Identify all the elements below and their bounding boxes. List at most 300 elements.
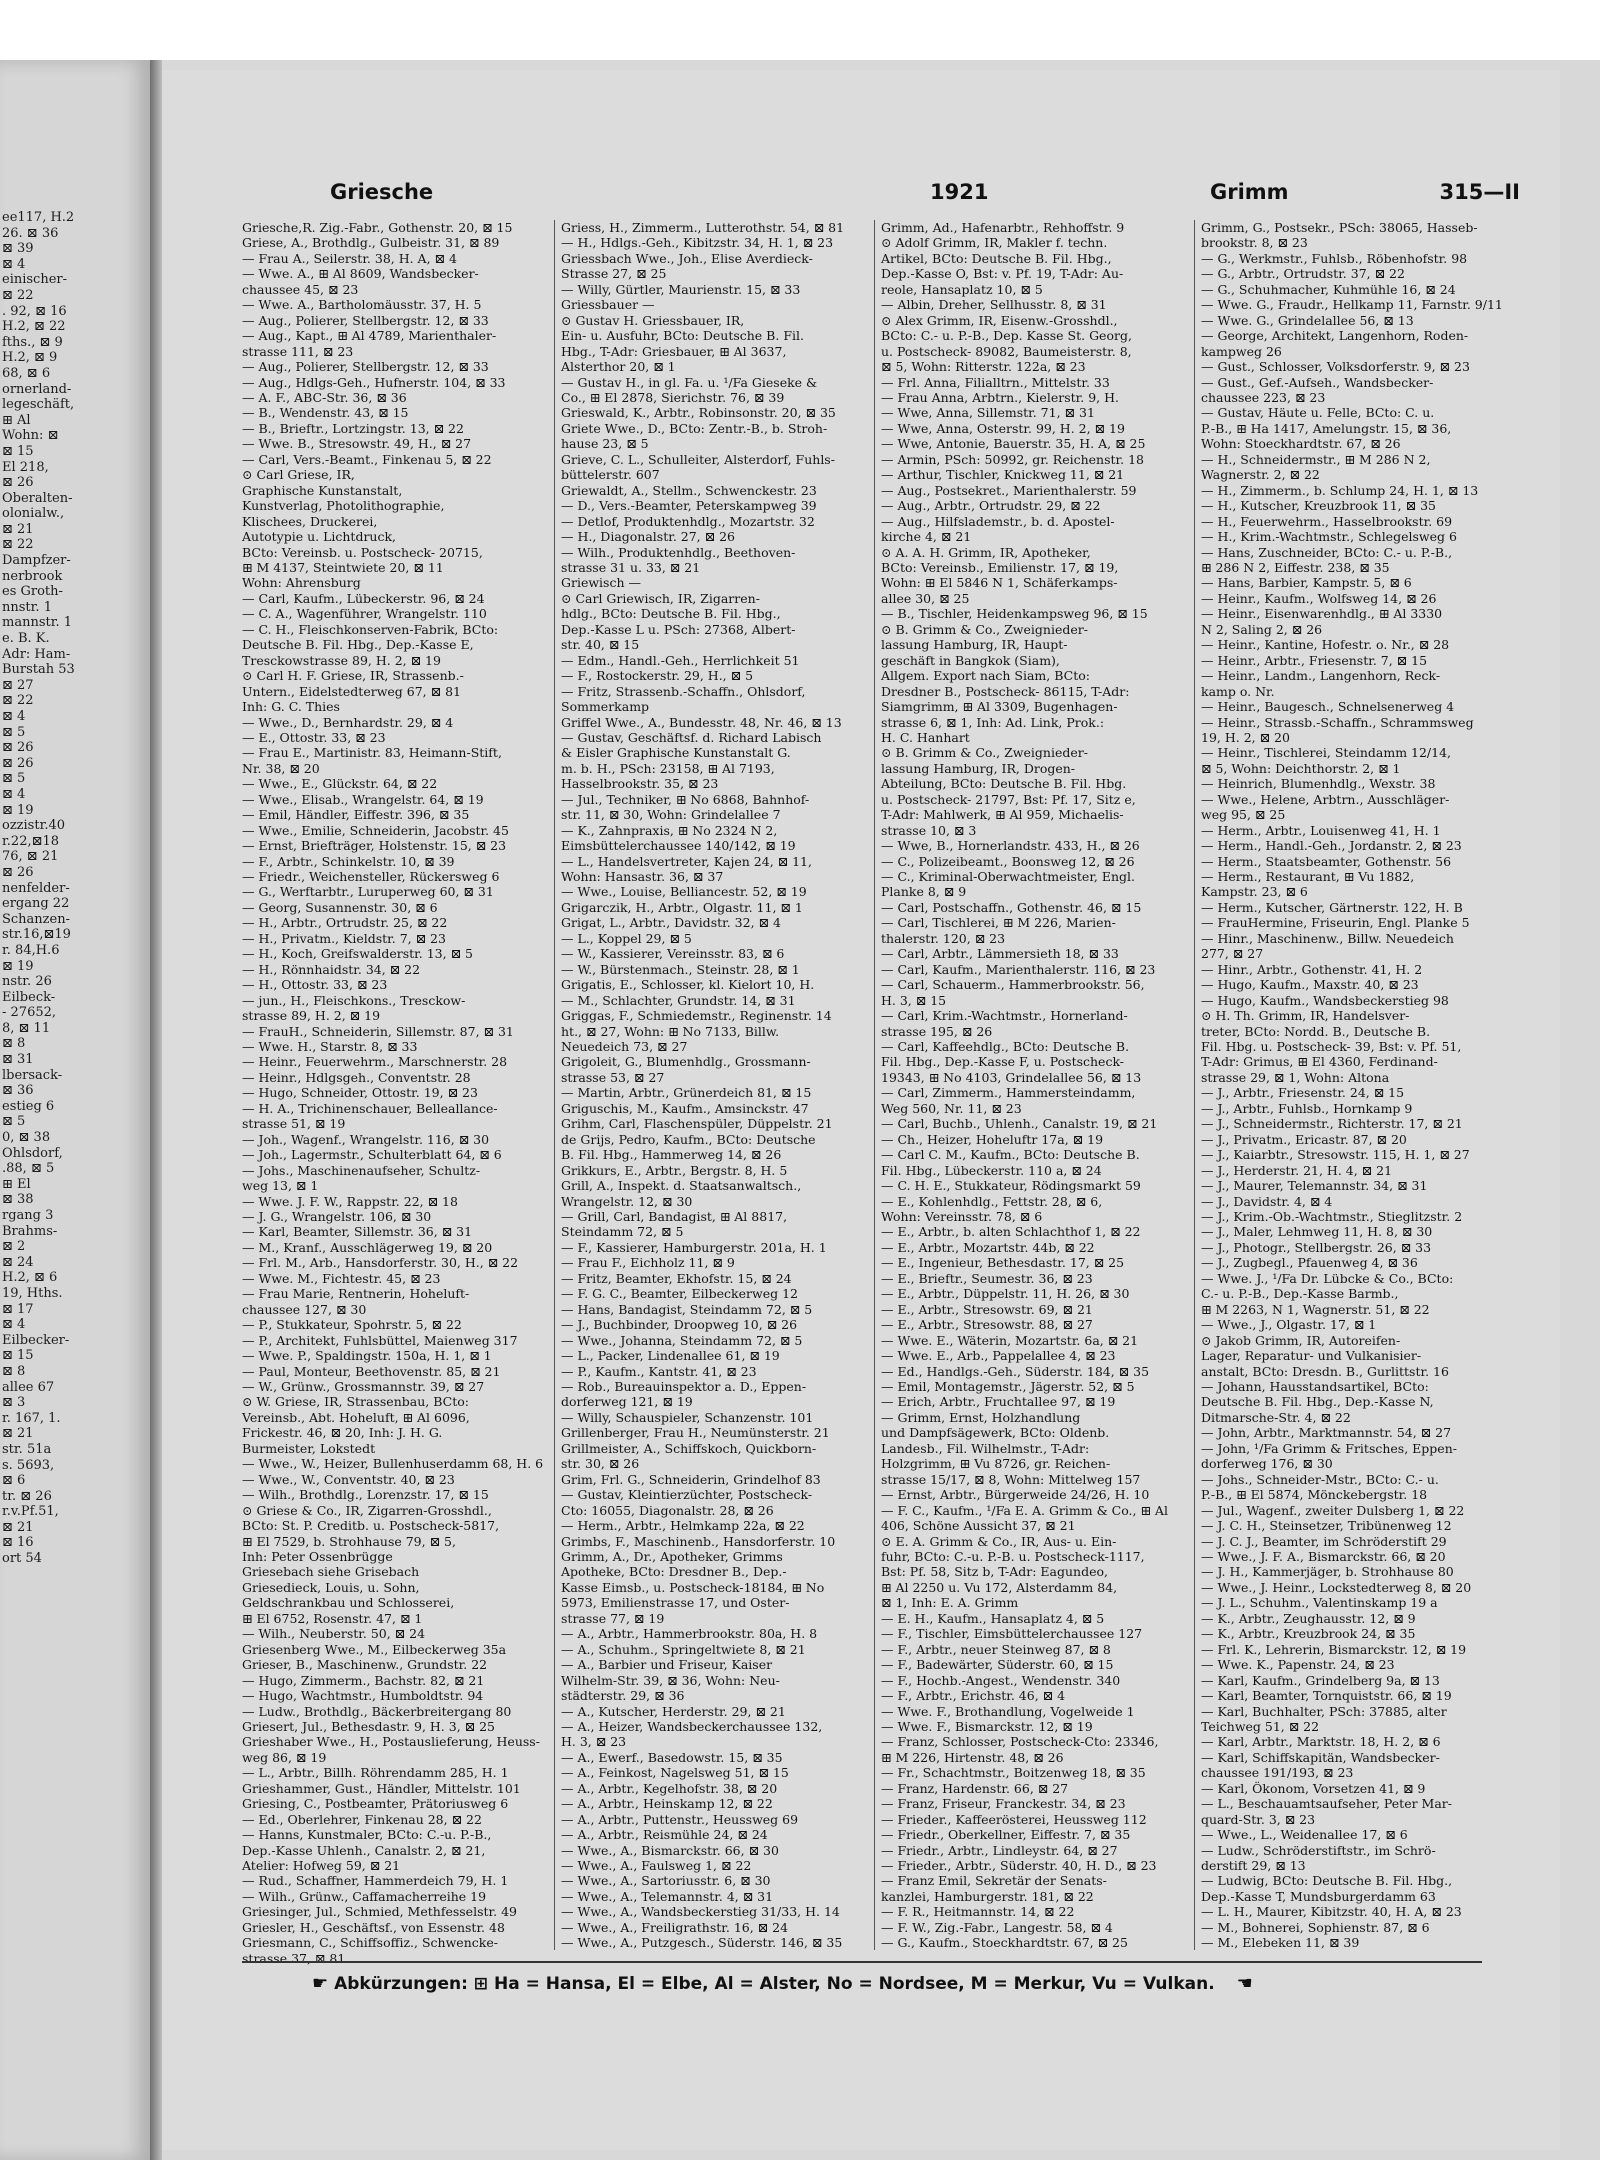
directory-entry: kamp o. Nr.: [1201, 683, 1275, 699]
directory-entry: Grim, Frl. G., Schneiderin, Grindelhof 83: [561, 1471, 821, 1487]
directory-entry: — C. H., Fleischkonserven-Fabrik, BCto:: [242, 621, 499, 637]
directory-entry: ⊙ Jakob Grimm, IR, Autoreifen-: [1201, 1332, 1401, 1348]
directory-entry: geschäft in Bangkok (Siam),: [881, 652, 1060, 668]
directory-entry: str. 11, ⊠ 30, Wohn: Grindelallee 7: [561, 807, 781, 823]
directory-entry: — Wilh., Grünw., Caffamacherreihe 19: [242, 1888, 487, 1904]
directory-entry: — H., Diagonalstr. 27, ⊠ 26: [561, 529, 735, 545]
directory-entry: Grillmeister, A., Schiffskoch, Quickborn-: [561, 1440, 817, 1456]
directory-entry: — Wwe. G., Fraudr., Hellkamp 11, Farnstr. 9/11: [1201, 297, 1503, 313]
directory-entry: — Wwe. G., Grindelallee 56, ⊠ 13: [1201, 312, 1414, 328]
directory-entry: — Ludw., Brothdlg., Bäckerbreitergang 80: [242, 1703, 512, 1719]
left-page-fragments: [0, 210, 150, 1567]
directory-entry: — Hinr., Maschinenw., Billw. Neuedeich: [1201, 930, 1454, 946]
directory-entry: ⊞ M 4137, Steintwiete 20, ⊠ 11: [242, 559, 444, 575]
directory-entry: — H., Kutscher, Kreuzbrook 11, ⊠ 35: [1201, 498, 1436, 514]
left-page-fragment: fths., ⊠ 9: [2, 334, 63, 350]
directory-entry: — J., Photogr., Stellbergstr. 26, ⊠ 33: [1201, 1239, 1432, 1255]
left-page-fragment: r.22,⊠18: [2, 833, 60, 849]
directory-entry: — C., Kriminal-Oberwachtmeister, Engl.: [881, 869, 1136, 885]
book-gutter: [150, 60, 162, 2160]
left-page-fragment: Wohn: ⊠: [2, 428, 59, 444]
directory-entry: Hbg., T-Adr: Griesbauer, ⊞ Al 3637,: [561, 343, 787, 359]
directory-entry: — A., Heizer, Wandsbeckerchaussee 132,: [561, 1718, 823, 1734]
directory-entry: Grihm, Carl, Flaschenspüler, Düppelstr. 21: [561, 1116, 833, 1132]
directory-entry: — J. G., Wrangelstr. 106, ⊠ 30: [242, 1209, 432, 1224]
directory-entry: — Wwe., A., Wandsbeckerstieg 31/33, H. 14: [561, 1904, 840, 1920]
left-page-fragment: ort 54: [2, 1551, 42, 1567]
pointing-hand-icon: ☚: [1236, 1973, 1253, 1994]
directory-entry: — Hanns, Kunstmaler, BCto: C.-u. P.-B.,: [242, 1827, 492, 1843]
directory-entry: — H., Ottostr. 33, ⊠ 23: [242, 977, 388, 993]
directory-entry: — Wwe. J., ¹/Fa Dr. Lübcke & Co., BCto:: [1201, 1270, 1454, 1286]
directory-entry: Wohn: Hansastr. 36, ⊠ 37: [561, 869, 724, 885]
directory-entry: — Wwe., L., Weidenallee 17, ⊠ 6: [1201, 1827, 1408, 1843]
directory-entry: ⊙ Alex Grimm, IR, Eisenw.-Grosshdl.,: [881, 312, 1118, 328]
directory-entry: — Gustav, Geschäftsf. d. Richard Labisch: [561, 729, 822, 745]
directory-entry: Strasse 27, ⊠ 25: [561, 266, 667, 282]
directory-entry: Grigat, L., Arbtr., Davidstr. 32, ⊠ 4: [561, 915, 781, 931]
directory-entry: — Paul, Monteur, Beethovenstr. 85, ⊠ 21: [242, 1363, 501, 1379]
directory-entry: — Gustav, Häute u. Felle, BCto: C. u.: [1201, 405, 1435, 421]
directory-entry: Nr. 38, ⊠ 20: [242, 760, 320, 776]
directory-entry: — P., Architekt, Fuhlsbüttel, Maienweg 317: [242, 1332, 518, 1348]
directory-entry: Grieswald, K., Arbtr., Robinsonstr. 20, ⊠ 35: [561, 405, 836, 421]
directory-entry: — Wwe. A., Bartholomäusstr. 37, H. 5: [242, 297, 482, 313]
directory-entry: — Franz Emil, Sekretär der Senats-: [881, 1873, 1107, 1889]
directory-entry: Griesche,R. Zig.-Fabr., Gothenstr. 20, ⊠ 15: [242, 220, 513, 235]
directory-entry: — John, ¹/Fa Grimm & Fritsches, Eppen-: [1201, 1440, 1457, 1456]
directory-entry: — H., Rönnhaidstr. 34, ⊠ 22: [242, 961, 421, 977]
directory-entry: — F., Kassierer, Hamburgerstr. 201a, H. 1: [561, 1239, 827, 1255]
directory-entry: dorferweg 121, ⊠ 19: [561, 1394, 693, 1410]
directory-entry: — E., Arbtr., Mozartstr. 44b, ⊠ 22: [881, 1239, 1095, 1255]
directory-entry: — A., Ewerf., Basedowstr. 15, ⊠ 35: [561, 1749, 783, 1765]
directory-entry: Griess, H., Zimmerm., Lutterothstr. 54, ⊠ 81: [561, 220, 845, 235]
directory-entry: Sommerkamp: [561, 699, 650, 715]
directory-entry: — Herm., Handl.-Geh., Jordanstr. 2, ⊠ 23: [1201, 838, 1462, 854]
directory-entry: Lager, Reparatur- und Vulkanisier-: [1201, 1348, 1422, 1364]
directory-entry: — Fritz, Beamter, Ekhofstr. 15, ⊠ 24: [561, 1270, 792, 1286]
directory-entry: — M., Elebeken 11, ⊠ 39: [1201, 1935, 1360, 1951]
left-page-fragment: es Groth-: [2, 584, 63, 600]
directory-entry: — F., Arbtr., Erichstr. 46, ⊠ 4: [881, 1688, 1066, 1704]
directory-entry: — John, Arbtr., Marktmannstr. 54, ⊠ 27: [1201, 1425, 1452, 1441]
directory-entry: — J., Maler, Lehmweg 11, H. 8, ⊠ 30: [1201, 1224, 1433, 1240]
directory-entry: ⊙ A. A. H. Grimm, IR, Apotheker,: [881, 544, 1091, 560]
directory-entry: — George, Architekt, Langenhorn, Roden-: [1201, 328, 1469, 344]
directory-entry: Griesinger, Jul., Schmied, Methfesselstr. 49: [242, 1904, 517, 1920]
directory-entry: Dep.-Kasse O, Bst: v. Pf. 19, T-Adr: Au-: [881, 266, 1124, 282]
directory-entry: — Ernst, Briefträger, Holstenstr. 15, ⊠ 23: [242, 838, 507, 854]
left-page-fragment: ⊠ 31: [2, 1052, 34, 1068]
directory-column-2: [554, 220, 867, 1950]
directory-entry: — Fr., Schachtmstr., Boitzenweg 18, ⊠ 35: [881, 1765, 1146, 1781]
directory-entry: — J., Maurer, Telemannstr. 34, ⊠ 31: [1201, 1178, 1428, 1194]
directory-entry: — J., Davidstr. 4, ⊠ 4: [1201, 1193, 1333, 1209]
left-page-fragment: nstr. 26: [2, 974, 52, 990]
left-page-fragment: nnstr. 1: [2, 599, 52, 615]
directory-entry: — Hugo, Kaufm., Maxstr. 40, ⊠ 23: [1201, 977, 1419, 993]
directory-entry: ⊙ Adolf Grimm, IR, Makler f. techn.: [881, 235, 1108, 251]
directory-entry: C.- u. P.-B., Dep.-Kasse Barmb.,: [1201, 1286, 1399, 1302]
directory-entry: — Armin, PSch: 50992, gr. Reichenstr. 18: [881, 451, 1144, 467]
directory-entry: — A., Schuhm., Springeltwiete 8, ⊠ 21: [561, 1641, 806, 1657]
left-page-fragment: ⊠ 19: [2, 958, 34, 974]
directory-entry: — E. H., Kaufm., Hansaplatz 4, ⊠ 5: [881, 1610, 1105, 1626]
directory-entry: Fil. Hbg., Lübeckerstr. 110 a, ⊠ 24: [881, 1162, 1102, 1178]
directory-entry: — Frau Anna, Arbtrn., Kielerstr. 9, H.: [881, 389, 1119, 405]
directory-entry: Allgem. Export nach Siam, BCto:: [881, 668, 1090, 684]
directory-entry: — Wwe. M., Fichtestr. 45, ⊠ 23: [242, 1270, 441, 1286]
directory-entry: — A., Arbtr., Kegelhofstr. 38, ⊠ 20: [561, 1780, 778, 1796]
left-page-fragment: ⊠ 15: [2, 443, 34, 459]
directory-entry: — H., Hdlgs.-Geh., Kibitzstr. 34, H. 1, ⊠ 23: [561, 235, 834, 251]
directory-entry: Weg 560, Nr. 11, ⊠ 23: [881, 1100, 1022, 1116]
directory-entry: Dep.-Kasse T, Mundsburgerdamm 63: [1201, 1888, 1436, 1904]
directory-entry: ⊙ B. Grimm & Co., Zweignieder-: [881, 745, 1088, 761]
directory-column-4: [1194, 220, 1501, 1950]
left-page-fragment: ⊞ El: [2, 1176, 31, 1192]
directory-entry: str. 30, ⊠ 26: [561, 1456, 640, 1472]
directory-entry: Grimbs, F., Maschinenb., Hansdorferstr. 10: [561, 1533, 836, 1549]
directory-entry: weg 86, ⊠ 19: [242, 1749, 327, 1765]
directory-entry: — L., Handelsvertreter, Kajen 24, ⊠ 11,: [561, 853, 812, 869]
directory-entry: thalerstr. 120, ⊠ 23: [881, 930, 1006, 946]
directory-entry: Autotypie u. Lichtdruck,: [242, 529, 397, 545]
directory-entry: ⊠ 1, Inh: E. A. Grimm: [881, 1595, 1019, 1611]
left-page-fragment: estieg 6: [2, 1098, 55, 1114]
header-first-entry-word: Griesche: [330, 180, 434, 204]
directory-entry: — Aug., Kapt., ⊞ Al 4789, Marienthaler-: [242, 328, 497, 344]
directory-entry: — Jul., Wagenf., zweiter Dulsberg 1, ⊠ 22: [1201, 1502, 1465, 1518]
directory-entry: — F., Badewärter, Süderstr. 60, ⊠ 15: [881, 1657, 1114, 1673]
page-header: [250, 180, 1560, 210]
directory-entry: — J., Herderstr. 21, H. 4, ⊠ 21: [1201, 1162, 1393, 1178]
directory-entry: — Jul., Techniker, ⊞ No 6868, Bahnhof-: [561, 791, 810, 807]
directory-entry: H. 3, ⊠ 23: [561, 1734, 627, 1750]
directory-entry: — J., Zugbegl., Pfauenweg 4, ⊠ 36: [1201, 1255, 1418, 1271]
left-page-fragment: Dampfzer-: [2, 553, 71, 569]
directory-entry: — A., Arbtr., Hammerbrookstr. 80a, H. 8: [561, 1626, 818, 1642]
directory-entry: strasse 53, ⊠ 27: [561, 1069, 665, 1085]
directory-entry: u. Postscheck- 89082, Baumeisterstr. 8,: [881, 343, 1132, 359]
left-page-fragment: 8, ⊠ 11: [2, 1020, 51, 1036]
left-page-fragment: ozzistr.40: [2, 818, 66, 834]
left-page-fragment: ⊠ 8: [2, 1036, 26, 1052]
directory-entry: — Joh., Lagermstr., Schulterblatt 64, ⊠ 6: [242, 1147, 502, 1163]
directory-entry: — Carl, Kaufm., Lübeckerstr. 96, ⊠ 24: [242, 590, 485, 606]
left-page-fragment: str.16,⊠19: [2, 927, 71, 943]
directory-entry: — J. H., Kammerjäger, b. Strohhause 80: [1201, 1564, 1454, 1580]
directory-entry: Kampstr. 23, ⊠ 6: [1201, 884, 1308, 900]
directory-entry: — Heinrich, Blumenhdlg., Wexstr. 38: [1201, 776, 1436, 792]
left-page-fragment: Eilbecker-: [2, 1332, 70, 1348]
directory-entry: — Wwe., Elisab., Wrangelstr. 64, ⊠ 19: [242, 791, 484, 807]
directory-entry: reole, Hansaplatz 10, ⊠ 5: [881, 281, 1043, 297]
directory-entry: — G., Schuhmacher, Kuhmühle 16, ⊠ 24: [1201, 281, 1456, 297]
directory-entry: N 2, Saling 2, ⊠ 26: [1201, 621, 1323, 637]
directory-entry: — Wwe. F., Bismarckstr. 12, ⊠ 19: [881, 1718, 1093, 1734]
directory-entry: Klischees, Druckerei,: [242, 513, 378, 529]
directory-entry: — E., Brieftr., Seumestr. 36, ⊠ 23: [881, 1270, 1093, 1286]
directory-entry: — Detlof, Produktenhdlg., Mozartstr. 32: [561, 513, 815, 529]
left-page-fragment: Burstah 53: [2, 662, 75, 678]
directory-entry: — H. A., Trichinenschauer, Belleallance-: [242, 1100, 498, 1116]
directory-entry: Kasse Eimsb., u. Postscheck-18184, ⊞ No: [561, 1579, 825, 1595]
directory-entry: — Heinr., Feuerwehrm., Marschnerstr. 28: [242, 1054, 508, 1070]
directory-entry: — Carl, Postschaffn., Gothenstr. 46, ⊠ 15: [881, 899, 1142, 915]
directory-entry: Ein- u. Ausfuhr, BCto: Deutsche B. Fil.: [561, 328, 804, 344]
directory-entry: Grimm, Ad., Hafenarbtr., Rehhoffstr. 9: [881, 220, 1125, 235]
directory-entry: — E., Arbtr., Stresowstr. 69, ⊠ 21: [881, 1301, 1093, 1317]
directory-entry: — FrauH., Schneiderin, Sillemstr. 87, ⊠ 31: [242, 1023, 514, 1039]
left-page-fragment: Brahms-: [2, 1223, 58, 1239]
directory-entry: — Karl, Buchhalter, PSch: 37885, alter: [1201, 1703, 1447, 1719]
directory-entry: — Wwe, Anna, Osterstr. 99, H. 2, ⊠ 19: [881, 420, 1125, 436]
directory-entry: — F., Arbtr., Schinkelstr. 10, ⊠ 39: [242, 853, 455, 869]
directory-entry: — H., Koch, Greifswalderstr. 13, ⊠ 5: [242, 946, 473, 962]
directory-entry: chaussee 127, ⊠ 30: [242, 1301, 367, 1317]
directory-entry: 19343, ⊞ No 4103, Grindelallee 56, ⊠ 13: [881, 1069, 1142, 1085]
directory-entry: — Wwe., Louise, Belliancestr. 52, ⊠ 19: [561, 884, 807, 900]
directory-entry: — W., Kassierer, Vereinsstr. 83, ⊠ 6: [561, 946, 785, 962]
directory-entry: — Fritz, Strassenb.-Schaffn., Ohlsdorf,: [561, 683, 806, 699]
directory-entry: — Heinr., Strassb.-Schaffn., Schrammsweg: [1201, 714, 1474, 730]
left-page-fragment: ⊠ 5: [2, 771, 26, 787]
left-page-fragment: nerbrook: [2, 568, 63, 584]
directory-entry: Fil. Hbg. u. Postscheck- 39, Bst: v. Pf. 51,: [1201, 1039, 1462, 1055]
directory-entry: Grimm, G., Postsekr., PSch: 38065, Hasseb-: [1201, 220, 1478, 235]
directory-entry: lassung Hamburg, IR, Haupt-: [881, 637, 1068, 653]
directory-entry: — Carl, Tischlerei, ⊞ M 226, Marien-: [881, 915, 1116, 931]
directory-entry: — jun., H., Fleischkons., Tresckow-: [242, 992, 466, 1008]
left-page-fragment: nenfelder-: [2, 880, 70, 896]
directory-entry: — Aug., Postsekret., Marienthalerstr. 59: [881, 482, 1137, 498]
directory-entry: — G., Arbtr., Ortrudstr. 37, ⊠ 22: [1201, 266, 1405, 282]
directory-entry: — Edm., Handl.-Geh., Herrlichkeit 51: [561, 652, 800, 668]
left-page-fragment: ⊠ 19: [2, 802, 34, 818]
directory-entry: Grillenberger, Frau H., Neumünsterstr. 21: [561, 1425, 830, 1441]
directory-entry: — Wwe., W., Heizer, Bullenhuserdamm 68, H. 6: [242, 1456, 544, 1472]
directory-entry: — Gustav H., in gl. Fa. u. ¹/Fa Gieseke &: [561, 374, 818, 390]
left-page-fragment: ⊠ 26: [2, 475, 34, 491]
directory-entry: — Frl. M., Arb., Hansdorferstr. 30, H., ⊠ 22: [242, 1255, 519, 1271]
directory-entry: — B., Tischler, Heidenkampsweg 96, ⊠ 15: [881, 606, 1148, 622]
directory-entry: — Erich, Arbtr., Fruchtallee 97, ⊠ 19: [881, 1394, 1116, 1410]
directory-entry: — Johs., Maschinenaufseher, Schultz-: [242, 1162, 481, 1178]
directory-entry: — Heinr., Tischlerei, Steindamm 12/14,: [1201, 745, 1452, 761]
left-page-edge: [0, 60, 153, 2160]
directory-entry: Siamgrimm, ⊞ Al 3309, Bugenhagen-: [881, 699, 1118, 715]
left-page-fragment: H.2, ⊠ 9: [2, 350, 58, 366]
directory-column-3: [874, 220, 1187, 1950]
left-page-fragment: ⊠ 27: [2, 677, 34, 693]
directory-entry: ⊙ E. A. Grimm & Co., IR, Aus- u. Ein-: [881, 1533, 1117, 1549]
directory-entry: — Frl. Anna, Filialltrn., Mittelstr. 33: [881, 374, 1110, 390]
directory-entry: weg 13, ⊠ 1: [242, 1178, 319, 1194]
directory-entry: BCto: Vereinsb. u. Postscheck- 20715,: [242, 544, 483, 560]
directory-entry: — Ernst, Arbtr., Bürgerweide 24/26, H. 10: [881, 1487, 1150, 1503]
directory-entry: — Frl. K., Lehrerin, Bismarckstr. 12, ⊠ 19: [1201, 1641, 1467, 1657]
directory-entry: 406, Schöne Aussicht 37, ⊠ 21: [881, 1518, 1076, 1534]
directory-entry: Fil. Hbg., Dep.-Kasse F, u. Postscheck-: [881, 1054, 1125, 1070]
left-page-fragment: ⊠ 24: [2, 1254, 34, 1270]
directory-entry: — Rud., Schaffner, Hammerdeich 79, H. 1: [242, 1873, 509, 1889]
directory-entry: chaussee 223, ⊠ 23: [1201, 389, 1326, 405]
directory-entry: — J., Schneidermstr., Richterstr. 17, ⊠ 21: [1201, 1116, 1463, 1132]
left-page-fragment: Schanzen-: [2, 911, 70, 927]
left-page-fragment: ⊠ 5: [2, 724, 26, 740]
directory-entry: ⊠ 5, Wohn: Deichthorstr. 2, ⊠ 1: [1201, 760, 1401, 776]
directory-entry: H. C. Hanhart: [881, 729, 970, 745]
directory-entry: Tresckowstrasse 89, H. 2, ⊠ 19: [242, 652, 441, 668]
directory-entry: — Carl, Vers.-Beamt., Finkenau 5, ⊠ 22: [242, 451, 492, 467]
directory-entry: Steindamm 72, ⊠ 5: [561, 1224, 684, 1240]
directory-entry: — Hugo, Wachtmstr., Humboldtstr. 94: [242, 1688, 484, 1704]
directory-entry: — Wwe., J., Olgastr. 17, ⊠ 1: [1201, 1317, 1377, 1333]
directory-entry: hdlg., BCto: Deutsche B. Fil. Hbg.,: [561, 606, 781, 622]
directory-entry: — Karl, Arbtr., Marktstr. 18, H. 2, ⊠ 6: [1201, 1734, 1441, 1750]
directory-entry: — L., Arbtr., Billh. Röhrendamm 285, H. 1: [242, 1765, 509, 1781]
left-page-fragment: ⊠ 26: [2, 864, 34, 880]
directory-entry: — Wwe. E., Arb., Pappelallee 4, ⊠ 23: [881, 1348, 1116, 1364]
left-page-fragment: H.2, ⊠ 22: [2, 319, 66, 335]
directory-entry: — G., Kaufm., Stoeckhardtstr. 67, ⊠ 25: [881, 1935, 1128, 1951]
left-page-fragment: - 27652,: [2, 1005, 57, 1021]
directory-entry: Grieshammer, Gust., Händler, Mittelstr. 101: [242, 1780, 521, 1796]
directory-entry: — A., Arbtr., Reismühle 24, ⊠ 24: [561, 1827, 768, 1843]
directory-entry: — Frau A., Seilerstr. 38, H. A, ⊠ 4: [242, 250, 457, 266]
directory-entry: — H., Privatm., Kieldstr. 7, ⊠ 23: [242, 930, 446, 946]
directory-entry: strasse 111, ⊠ 23: [242, 343, 354, 359]
directory-entry: — K., Zahnpraxis, ⊞ No 2324 N 2,: [561, 822, 778, 838]
left-page-fragment: ⊠ 17: [2, 1301, 34, 1317]
left-page-fragment: ⊠ 22: [2, 537, 34, 553]
left-page-fragment: ⊠ 22: [2, 693, 34, 709]
directory-entry: — Carl, Arbtr., Lämmersieth 18, ⊠ 33: [881, 946, 1119, 962]
directory-entry: — K., Arbtr., Zeughausstr. 12, ⊠ 9: [1201, 1610, 1416, 1626]
directory-entry: — Georg, Susannenstr. 30, ⊠ 6: [242, 899, 438, 915]
directory-page: [162, 70, 1560, 2150]
directory-entry: strasse 29, ⊠ 1, Wohn: Altona: [1201, 1069, 1390, 1085]
directory-entry: P.-B., ⊞ Ha 1417, Amelungstr. 15, ⊠ 36,: [1201, 420, 1452, 436]
left-page-fragment: ⊠ 16: [2, 1535, 34, 1551]
directory-entry: — J., Buchbinder, Droopweg 10, ⊠ 26: [561, 1317, 798, 1333]
left-page-fragment: einischer-: [2, 272, 68, 288]
directory-entry: — C. H. E., Stukkateur, Rödingsmarkt 59: [881, 1178, 1141, 1194]
directory-entry: ht., ⊠ 27, Wohn: ⊞ No 7133, Billw.: [561, 1023, 780, 1039]
left-page-fragment: ⊠ 2: [2, 1239, 26, 1255]
directory-entry: m. b. H., PSch: 23158, ⊞ Al 7193,: [561, 760, 775, 776]
directory-entry: — Carl, Zimmerm., Hammersteindamm,: [881, 1085, 1136, 1101]
abbreviations-footer: [312, 1973, 1462, 2003]
left-page-fragment: ⊠ 21: [2, 521, 34, 537]
directory-entry: BCto: St. P. Creditb. u. Postscheck-5817,: [242, 1518, 500, 1534]
directory-entry: — E., Arbtr., Düppelstr. 11, H. 26, ⊠ 30: [881, 1286, 1130, 1302]
left-page-fragment: r. 84,H.6: [2, 942, 60, 958]
directory-entry: Bst: Pf. 58, Sitz b, T-Adr: Eagundeo,: [881, 1564, 1109, 1580]
directory-entry: — A., Feinkost, Nagelsweg 51, ⊠ 15: [561, 1765, 789, 1781]
directory-entry: — Wwe. J. F. W., Rappstr. 22, ⊠ 18: [242, 1193, 458, 1209]
directory-entry: — J., Arbtr., Fuhlsb., Hornkamp 9: [1201, 1100, 1413, 1116]
directory-entry: Wohn: Ahrensburg: [242, 575, 361, 591]
directory-entry: — Wwe, Antonie, Bauerstr. 35, H. A, ⊠ 25: [881, 436, 1146, 452]
directory-entry: ⊙ B. Grimm & Co., Zweignieder-: [881, 621, 1088, 637]
directory-entry: — Ed., Handlgs.-Geh., Süderstr. 184, ⊠ 35: [881, 1363, 1150, 1379]
directory-entry: Abteilung, BCto: Deutsche B. Fil. Hbg.: [881, 776, 1127, 792]
directory-entry: Griguschis, M., Kaufm., Amsinckstr. 47: [561, 1100, 809, 1116]
directory-entry: — Hans, Barbier, Kampstr. 5, ⊠ 6: [1201, 575, 1412, 591]
left-page-fragment: 76, ⊠ 21: [2, 849, 59, 865]
directory-entry: ⊞ M 226, Hirtenstr. 48, ⊠ 26: [881, 1749, 1064, 1765]
directory-entry: quard-Str. 3, ⊠ 23: [1201, 1811, 1316, 1827]
left-page-fragment: ⊠ 26: [2, 740, 34, 756]
directory-entry: — Wwe. P., Spaldingstr. 150a, H. 1, ⊠ 1: [242, 1348, 492, 1364]
directory-entry: strasse 15/17, ⊠ 8, Wohn: Mittelweg 157: [881, 1471, 1141, 1487]
directory-entry: B. Fil. Hbg., Hammerweg 14, ⊠ 26: [561, 1147, 782, 1163]
directory-entry: — A., Arbtr., Puttenstr., Heussweg 69: [561, 1811, 799, 1827]
directory-entry: — Franz, Schlosser, Postscheck-Cto: 23346,: [881, 1734, 1159, 1750]
directory-entry: — Aug., Hilfslademstr., b. d. Apostel-: [881, 513, 1115, 529]
directory-entry: — J., Kaiarbtr., Stresowstr. 115, H. 1, ⊠ 27: [1201, 1147, 1470, 1163]
directory-entry: — Aug., Polierer, Stellbergstr. 12, ⊠ 33: [242, 312, 489, 328]
directory-entry: Dep.-Kasse Uhlenh., Canalstr. 2, ⊠ 21,: [242, 1842, 486, 1858]
directory-entry: — P., Kaufm., Kantstr. 41, ⊠ 23: [561, 1363, 757, 1379]
directory-entry: — H., Arbtr., Ortrudstr. 25, ⊠ 22: [242, 915, 448, 931]
directory-entry: — F. G. C., Beamter, Eilbeckerweg 12: [561, 1286, 798, 1302]
directory-entry: — Ludwig, BCto: Deutsche B. Fil. Hbg.,: [1201, 1873, 1453, 1889]
directory-entry: T-Adr: Mahlwerk, ⊞ Al 959, Michaelis-: [881, 807, 1124, 823]
directory-entry: — P., Stukkateur, Spohrstr. 5, ⊠ 22: [242, 1317, 462, 1333]
directory-entry: Dresdner B., Postscheck- 86115, T-Adr:: [881, 683, 1130, 699]
directory-entry: strasse 37, ⊠ 81: [242, 1950, 346, 1966]
directory-entry: Grimm, A., Dr., Apotheker, Grimms: [561, 1548, 783, 1564]
directory-entry: — Karl, Kaufm., Grindelberg 9a, ⊠ 13: [1201, 1672, 1440, 1688]
directory-entry: — Franz, Friseur, Franckestr. 34, ⊠ 23: [881, 1796, 1126, 1812]
left-page-fragment: ornerland-: [2, 381, 72, 397]
directory-entry: Untern., Eidelstedterweg 67, ⊠ 81: [242, 683, 461, 699]
directory-entry: Griesing, C., Postbeamter, Prätoriusweg 6: [242, 1796, 509, 1812]
directory-entry: — Herm., Restaurant, ⊞ Vu 1882,: [1201, 869, 1415, 885]
directory-entry: — H., Zimmerm., b. Schlump 24, H. 1, ⊠ 13: [1201, 482, 1479, 498]
directory-entry: Griesebach siehe Grisebach: [242, 1564, 420, 1580]
directory-entry: — A., Arbtr., Heinskamp 12, ⊠ 22: [561, 1796, 773, 1812]
directory-entry: — Johs., Schneider-Mstr., BCto: C.- u.: [1201, 1471, 1439, 1487]
directory-entry: — F., Hochb.-Angest., Wendenstr. 340: [881, 1672, 1121, 1688]
directory-entry: — L., Koppel 29, ⊠ 5: [561, 930, 692, 946]
directory-entry: Planke 8, ⊠ 9: [881, 884, 967, 900]
directory-entry: Wagnerstr. 2, ⊠ 22: [1201, 467, 1320, 483]
directory-entry: Ditmarsche-Str. 4, ⊠ 22: [1201, 1409, 1351, 1425]
directory-entry: kampweg 26: [1201, 343, 1282, 359]
directory-entry: Geldschrankbau und Schlosserei,: [242, 1595, 455, 1611]
directory-entry: — Heinr., Kantine, Hofestr. o. Nr., ⊠ 28: [1201, 637, 1450, 653]
directory-entry: — Friedr., Oberkellner, Eiffestr. 7, ⊠ 35: [881, 1827, 1131, 1843]
directory-columns: [238, 220, 1568, 1966]
header-last-entry-word: Grimm: [1210, 180, 1289, 204]
directory-entry: — Friedr., Weichensteller, Rückersweg 6: [242, 869, 500, 885]
directory-entry: — Heinr., Hdlgsgeh., Conventstr. 28: [242, 1069, 471, 1085]
directory-entry: — Wwe., A., Freiligrathstr. 16, ⊠ 24: [561, 1919, 789, 1935]
directory-entry: und Dampfsägewerk, BCto: Oldenb.: [881, 1425, 1110, 1441]
left-page-fragment: tr. ⊠ 26: [2, 1488, 52, 1504]
directory-entry: Deutsche B. Fil. Hbg., Dep.-Kasse N,: [1201, 1394, 1434, 1410]
directory-entry: — Herm., Arbtr., Louisenweg 41, H. 1: [1201, 822, 1441, 838]
directory-entry: — Heinr., Eisenwarenhdlg., ⊞ Al 3330: [1201, 606, 1443, 622]
left-page-fragment: s. 5693,: [2, 1457, 55, 1473]
directory-entry: Griessbach Wwe., Joh., Elise Averdieck-: [561, 250, 813, 266]
directory-entry: kanzlei, Hamburgerstr. 181, ⊠ 22: [881, 1888, 1094, 1904]
